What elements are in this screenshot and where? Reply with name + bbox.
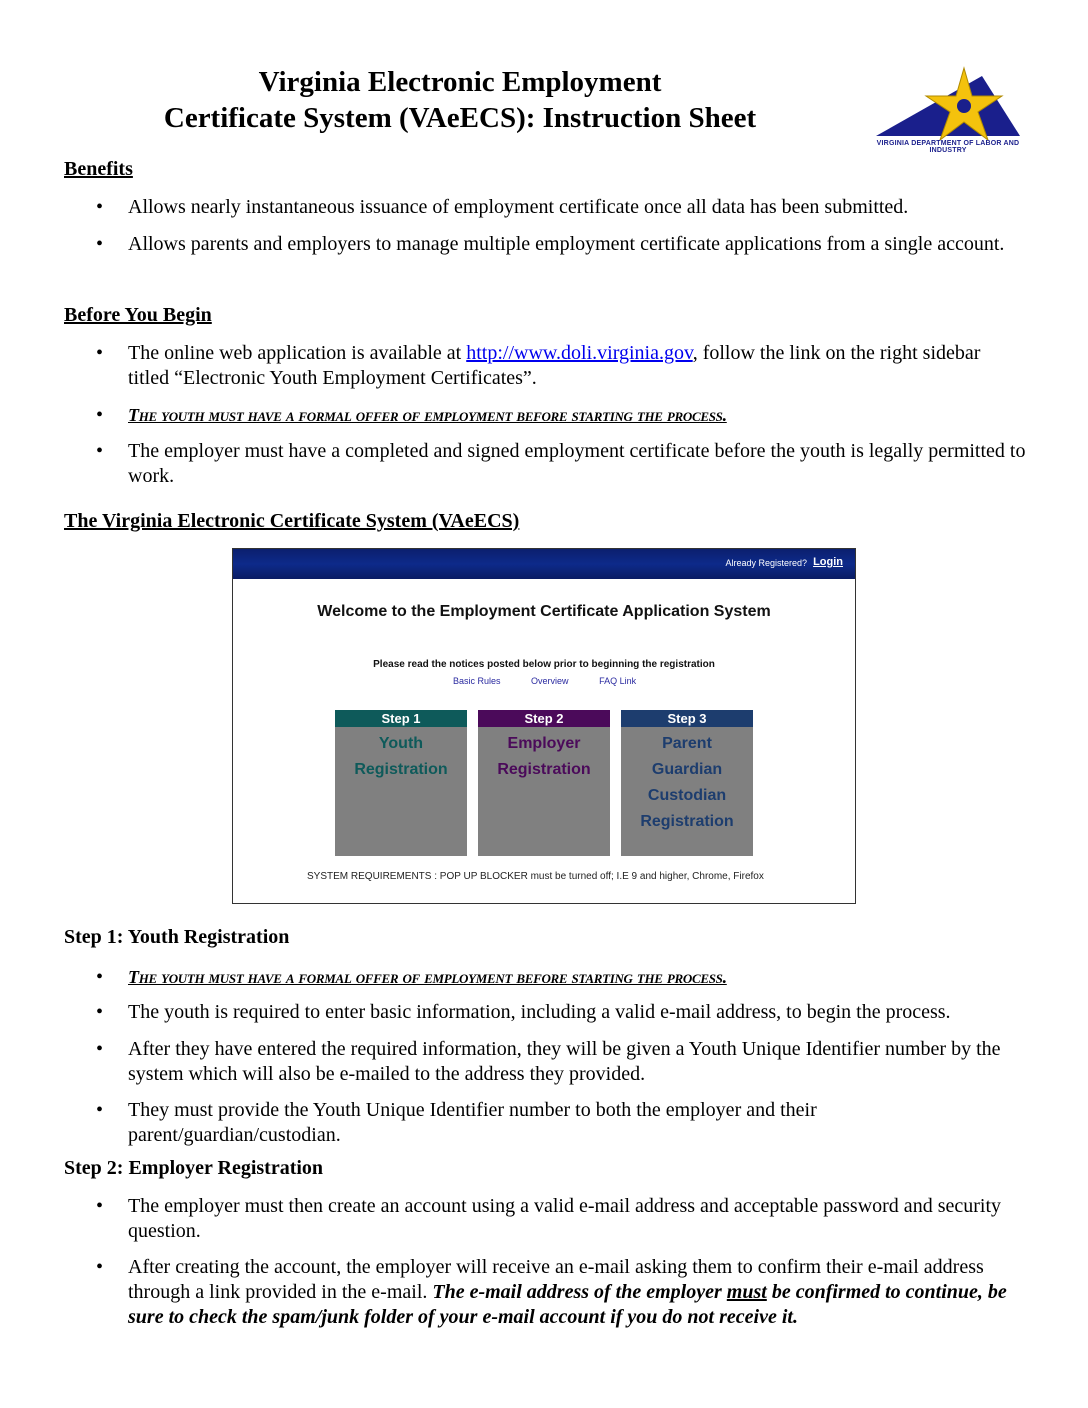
list-item: • Allows nearly instantaneous issuance of employment certificate once all data has been submitted. xyxy=(96,196,909,218)
before-heading: Before You Begin xyxy=(64,304,212,326)
list-item: • Allows parents and employers to manage multiple employment certificate applications from a single account. xyxy=(96,233,1005,255)
step2-heading: Step 2: Employer Registration xyxy=(64,1157,324,1179)
step3-parent-registration[interactable]: Step 3 Parent Guardian Custodian Registration xyxy=(621,710,753,856)
faq-link[interactable]: FAQ Link xyxy=(599,676,637,686)
basic-rules-link[interactable]: Basic Rules xyxy=(453,676,501,686)
list-item: • The youth is required to enter basic information, including a valid e-mail address, to begin the process. xyxy=(96,1001,951,1023)
list-item: • After creating the account, the employer will receive an e-mail asking them to confirm their e-mail address through a link provided in the e-mail. The e-mail address of the employer must be confirmed to continue, be sure to check the spam/junk folder of your e-mail account if you do not receive it. xyxy=(96,1256,1007,1328)
step2-employer-registration[interactable]: Step 2 Employer Registration xyxy=(478,710,610,856)
notice-links xyxy=(453,676,664,686)
system-heading: The Virginia Electronic Certificate System (VAeECS) xyxy=(64,510,520,532)
benefits-heading: Benefits xyxy=(64,158,133,180)
list-item: • After they have entered the required information, they will be given a Youth Unique Identifier number by the system which will also be e-mailed to the address they provided. xyxy=(96,1038,1001,1085)
welcome-title: Welcome to the Employment Certificate Application System xyxy=(317,603,771,620)
star-triangle-icon xyxy=(872,66,1024,140)
notice-text: Please read the notices posted below prior to beginning the registration xyxy=(373,659,715,670)
system-requirements: SYSTEM REQUIREMENTS : POP UP BLOCKER must be turned off; I.E 9 and higher, Chrome, Firefox xyxy=(307,871,764,882)
list-item: • They must provide the Youth Unique Identifier number to both the employer and their parent/guardian/custodian. xyxy=(96,1099,817,1146)
document-title: Virginia Electronic Employment Certificate System (VAeECS): Instruction Sheet xyxy=(163,66,757,134)
overview-link[interactable]: Overview xyxy=(531,676,569,686)
step1-youth-registration[interactable]: Step 1 Youth Registration xyxy=(335,710,467,856)
dli-logo: VIRGINIA DEPARTMENT OF LABOR AND INDUSTRY xyxy=(872,66,1024,152)
shot-header: Already Registered? Login xyxy=(233,549,855,579)
login-link[interactable]: Login xyxy=(813,556,843,568)
doli-link[interactable]: http://www.doli.virginia.gov xyxy=(466,342,693,364)
list-item: • The employer must have a completed and signed employment certificate before the youth is legally permitted to work. xyxy=(96,440,1026,487)
list-item: • The employer must then create an account using a valid e-mail address and acceptable password and security question. xyxy=(96,1195,1001,1242)
system-screenshot xyxy=(232,548,856,904)
warning-item: • The youth must have a formal offer of employment before starting the process. xyxy=(96,966,727,988)
warning-item: • The youth must have a formal offer of employment before starting the process. xyxy=(96,404,727,426)
list-item: • The online web application is available at http://www.doli.virginia.gov, follow the link on the right sidebar titled “Electronic Youth Employment Certificates”. xyxy=(96,342,981,389)
step1-heading: Step 1: Youth Registration xyxy=(64,926,290,948)
